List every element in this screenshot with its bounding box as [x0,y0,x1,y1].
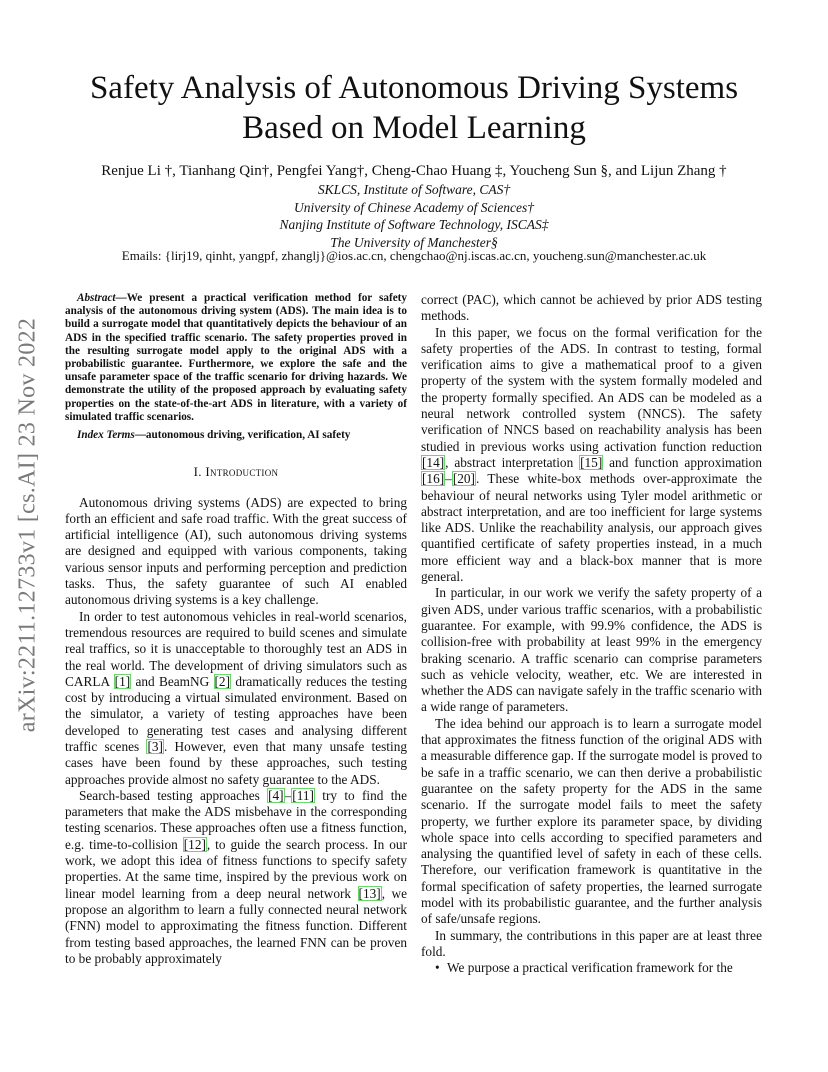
right-column [421,292,762,976]
citation-link[interactable]: [13] [358,885,381,901]
paper-title [60,68,768,148]
text-run: In this paper, we focus on the formal verification for the safety properties of the ADS. In contrast to testing, formal verification aims to give a mathematical proof to a given property of the system with the system formally modeled and the property formally specified. An ADS can be modeled as a neural network controlled system (NNCS). The safety verification of NNCS based on reachability analysis has been studied in previous works using activation function reduction [421,324,762,454]
intro-paragraph-4 [421,325,762,586]
title-line-1: Safety Analysis of Autonomous Driving Systems [89,70,739,106]
arxiv-id-text: arXiv:2211.12733v1 [cs.AI] 23 Nov 2022 [14,317,41,733]
abstract-label: Abstract [77,292,116,304]
intro-paragraph-5: In particular, in our work we verify the safety property of a given ADS, under various traffic scenarios, with a probabilistic guarantee. For example, with 99.9% confidence, the ADS is collision-free with probability at least 99% in the emergency braking scenario. A traffic scenario can comprise parameters such as vehicle velocity, weather, etc. We are interested in whether the ADS can navigate safely in the traffic scenario with a wide range of parameters. [421,585,762,715]
index-terms [65,429,407,442]
citation-link[interactable]: [20] [452,471,475,487]
abstract [65,292,407,424]
intro-paragraph-1: Autonomous driving systems (ADS) are expected to bring forth an efficient and safe road traffic. With the great success of artificial intelligence (AI), such autonomous driving systems are designed and equipped with various components, taking various sensor inputs and performing perception and prediction tasks. Thus, the safety guarantee of such AI enabled autonomous driving systems is a key challenge. [65,494,407,608]
citation-link[interactable]: [4] [268,787,284,803]
citation-link[interactable]: [2] [214,673,231,689]
citation-link[interactable]: [16] [422,471,445,487]
text-run: , to guide the search process. In our work, we adopt this idea of fitness functions to specify safety properties. At the same time, inspired by the previous work on linear model learning from a deep neural network [65,836,407,901]
author-list: Renjue Li †, Tianhang Qin†, Pengfei Yang†, Cheng-Chao Huang ‡, Youcheng Sun §, and Lijun Zhang † [101,163,727,179]
intro-continuation: correct (PAC), which cannot be achieved by prior ADS testing methods. [421,292,762,324]
text-run: , we propose an algorithm to learn a fully connected neural network (FNN) model to approximating the fitness function. Different from testing based approaches, the learned FNN can be proven to be probably approximately [65,885,407,966]
citation-link[interactable]: [15] [580,454,603,470]
text-run: In order to test autonomous vehicles in real-world scenarios, tremendous resources are required to build scenes and simulate real traffics, so it is unacceptable to thoroughly test an ADS in the real world. The development of driving simulators such as CARLA [65,608,407,689]
text-run: and BeamNG [131,673,214,689]
intro-paragraph-2 [65,609,407,788]
text-run: Search-based testing approaches [79,787,268,803]
intro-paragraph-3 [65,788,407,967]
citation-link[interactable]: [12] [183,836,206,852]
citation-link[interactable]: [14] [422,454,445,470]
text-run: dramatically reduces the testing cost by introducing a virtual simulated environment. Based on the simulator, a variety of testing approaches have been developed to generating test cases and analysing different traffic scenes [65,673,407,754]
citation-link[interactable]: [1] [114,673,131,689]
contribution-item-1: • We purpose a practical verification framework for the [433,960,762,976]
affiliation-2: University of Chinese Academy of Sciences† [293,199,535,215]
affiliation-3: Nanjing Institute of Software Technology, ISCAS‡ [279,217,549,232]
text-run: try to find the parameters that make the ADS misbehave in the corresponding testing scenarios. These approaches often use a fitness function, e.g. time-to-collision [65,787,407,852]
abstract-text: —We present a practical verification method for safety analysis of the autonomous driving system (ADS). The main idea is to build a surrogate model that quantitatively depicts the behaviour of an ADS in the specified traffic scenario. The safety properties proved in the resulting surrogate model apply to the original ADS with a probabilistic guarantee. Furthermore, we explore the safe and the unsafe parameter space of the traffic scenario for driving hazards. We demonstrate the utility of the proposed approach by evaluating safety properties on the state-of-the-art ADS in literature, with a variety of simulated traffic scenarios. [65,292,407,423]
text-run: – [284,787,292,803]
text-run: . However, even that many unsafe testing cases have been found by these approaches, such testing approaches provide almost no safety guarantee to the ADS. [65,738,407,787]
author-emails: Emails: {lirj19, qinht, yangpf, zhanglj}@ios.ac.cn, chengchao@nj.iscas.ac.cn, youcheng.sun@manchester.ac.uk [121,248,707,263]
index-terms-text: —autonomous driving, verification, AI safety [134,429,351,442]
left-column [65,292,407,967]
text-run: . These white-box methods over-approximate the behaviour of neural networks using Tyler model arithmetic or abstract interpretation, and are too inefficient for large systems like ADS. Unlike the reachability analysis, our approach gives quantified certificate of safety properties instead, in a much more efficient way and a black-box manner that is more general. [421,471,762,585]
arxiv-sidebar-identifier [10,285,46,765]
affiliation-1: SKLCS, Institute of Software, CAS† [317,182,511,197]
index-terms-label: Index Terms [77,429,135,442]
affiliations [60,181,768,251]
affiliation-4: The University of Manchester§ [330,234,498,250]
intro-paragraph-6: The idea behind our approach is to learn a surrogate model that approximates the fitness function of the original ADS with a measurable difference gap. If the surrogate model is proved to be safe in a traffic scenario, we can then derive a probabilistic guarantee on the safety property for the ADS in the same scenario. If the surrogate model fails to meet the safety property, we further explore its parameter space, by dividing whole space into cells according to specified parameters and analysing the quantified level of safety in each of these cells. Therefore, our verification framework is quantitative in the formal specification of safety properties, the learned surrogate model with its probabilistic guarantee, and the further analysis of safe/unsafe regions. [421,715,762,927]
text-run: , abstract interpretation [445,454,580,470]
intro-paragraph-7: In summary, the contributions in this paper are at least three fold. [421,927,762,959]
citation-link[interactable]: [11] [292,787,314,803]
contributions-list [421,960,762,976]
section-heading-introduction: I. Introduction [193,464,279,480]
text-run: – [445,471,452,487]
citation-link[interactable]: [3] [147,738,163,754]
text-run: and function approximation [603,454,762,470]
title-line-2: Based on Model Learning [242,110,586,146]
